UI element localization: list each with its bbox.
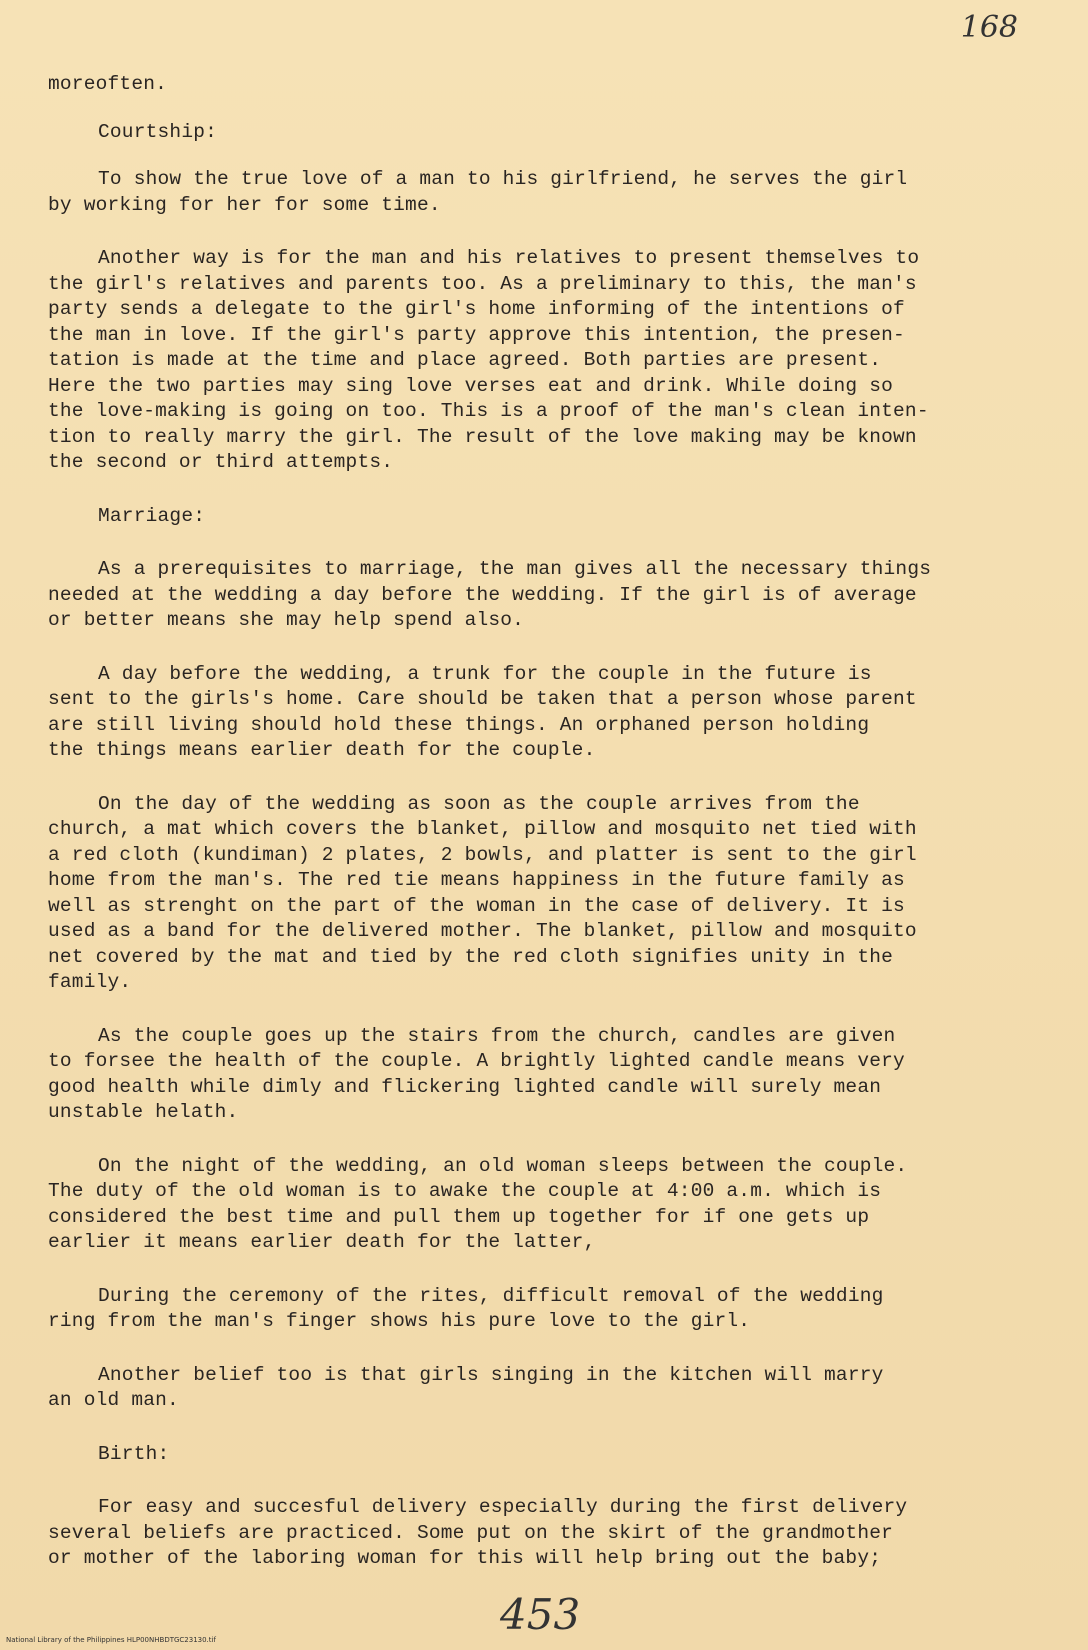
text-line: net covered by the mat and tied by the red cloth signifies unity in the — [48, 945, 894, 968]
text-line: to forsee the health of the couple. A brightly lighted candle means very — [48, 1050, 905, 1072]
text-line: unstable helath. — [48, 1101, 239, 1123]
section-heading-courtship: Courtship: — [98, 120, 218, 143]
text-line: On the night of the wedding, an old woman sleeps between the couple. — [98, 1154, 908, 1177]
text-line: or better means she may help spend also. — [48, 609, 525, 631]
text-line: the second or third attempts. — [48, 451, 394, 473]
section-heading-marriage: Marriage: — [98, 504, 206, 527]
text-line: family. — [48, 971, 132, 993]
text-line: good health while dimly and flickering lighted candle will surely mean — [48, 1075, 882, 1098]
text-line: the things means earlier death for the couple. — [48, 739, 596, 761]
text-line: are still living should hold these things. An orphaned person holding — [48, 713, 870, 736]
text-line: tation is made at the time and place agreed. Both parties are present. — [48, 349, 882, 371]
text-line: well as strenght on the part of the woman in the case of delivery. It is — [48, 894, 905, 917]
text-line: earlier it means earlier death for the latter, — [48, 1231, 596, 1253]
text-line: sent to the girls's home. Care should be taken that a person whose parent — [48, 688, 917, 710]
handwritten-bottom-number: 453 — [500, 1590, 581, 1639]
text-line: A day before the wedding, a trunk for the couple in the future is — [98, 662, 872, 685]
text-line: several beliefs are practiced. Some put on the skirt of the grandmother — [48, 1521, 894, 1544]
section-heading-birth: Birth: — [98, 1442, 170, 1465]
text-line: During the ceremony of the rites, difficult removal of the wedding — [98, 1284, 884, 1307]
text-line: As a prerequisites to marriage, the man gives all the necessary things — [98, 558, 932, 580]
handwritten-page-number: 168 — [960, 10, 1018, 45]
text-line: by working for her for some time. — [48, 193, 441, 216]
text-line: used as a band for the delivered mother. The blanket, pillow and mosquito — [48, 920, 917, 942]
text-line: the man in love. If the girl's party approve this intention, the presen- — [48, 323, 905, 346]
text-line: church, a mat which covers the blanket, pillow and mosquito net tied with — [48, 818, 917, 840]
text-line: needed at the wedding a day before the wedding. If the girl is of average — [48, 583, 917, 606]
text-line: the girl's relatives and parents too. As a preliminary to this, the man's — [48, 272, 917, 295]
text-line: On the day of the wedding as soon as the couple arrives from the — [98, 792, 860, 815]
text-line: Another way is for the man and his relatives to present themselves to — [98, 247, 920, 269]
text-line: the love-making is going on too. This is a proof of the man's clean inten- — [48, 400, 929, 422]
text-line: tion to really marry the girl. The result of the love making may be known — [48, 425, 917, 448]
text-line: a red cloth (kundiman) 2 plates, 2 bowls, and platter is sent to the girl — [48, 843, 917, 866]
typed-text — [48, 72, 1008, 1572]
text-line: moreoften. — [48, 73, 168, 95]
text-line: For easy and succesful delivery especially during the first delivery — [98, 1496, 908, 1518]
text-line: The duty of the old woman is to awake the couple at 4:00 a.m. which is — [48, 1180, 882, 1202]
text-line: home from the man's. The red tie means happiness in the future family as — [48, 869, 905, 891]
text-line: Here the two parties may sing love verses eat and drink. While doing so — [48, 374, 894, 397]
text-line: ring from the man's finger shows his pure love to the girl. — [48, 1310, 751, 1332]
text-line: an old man. — [48, 1389, 179, 1411]
text-line: party sends a delegate to the girl's home informing of the intentions of — [48, 298, 905, 320]
text-line: To show the true love of a man to his girlfriend, he serves the girl — [98, 168, 908, 190]
text-line: considered the best time and pull them up together for if one gets up — [48, 1205, 870, 1228]
text-line: As the couple goes up the stairs from the church, candles are given — [98, 1024, 896, 1047]
text-line: or mother of the laboring woman for this will help bring out the baby; — [48, 1547, 882, 1569]
text-line: Another belief too is that girls singing in the kitchen will marry — [98, 1363, 884, 1386]
archive-footer: National Library of the Philippines HLP00NHBDTGC23130.tif — [6, 1636, 216, 1644]
